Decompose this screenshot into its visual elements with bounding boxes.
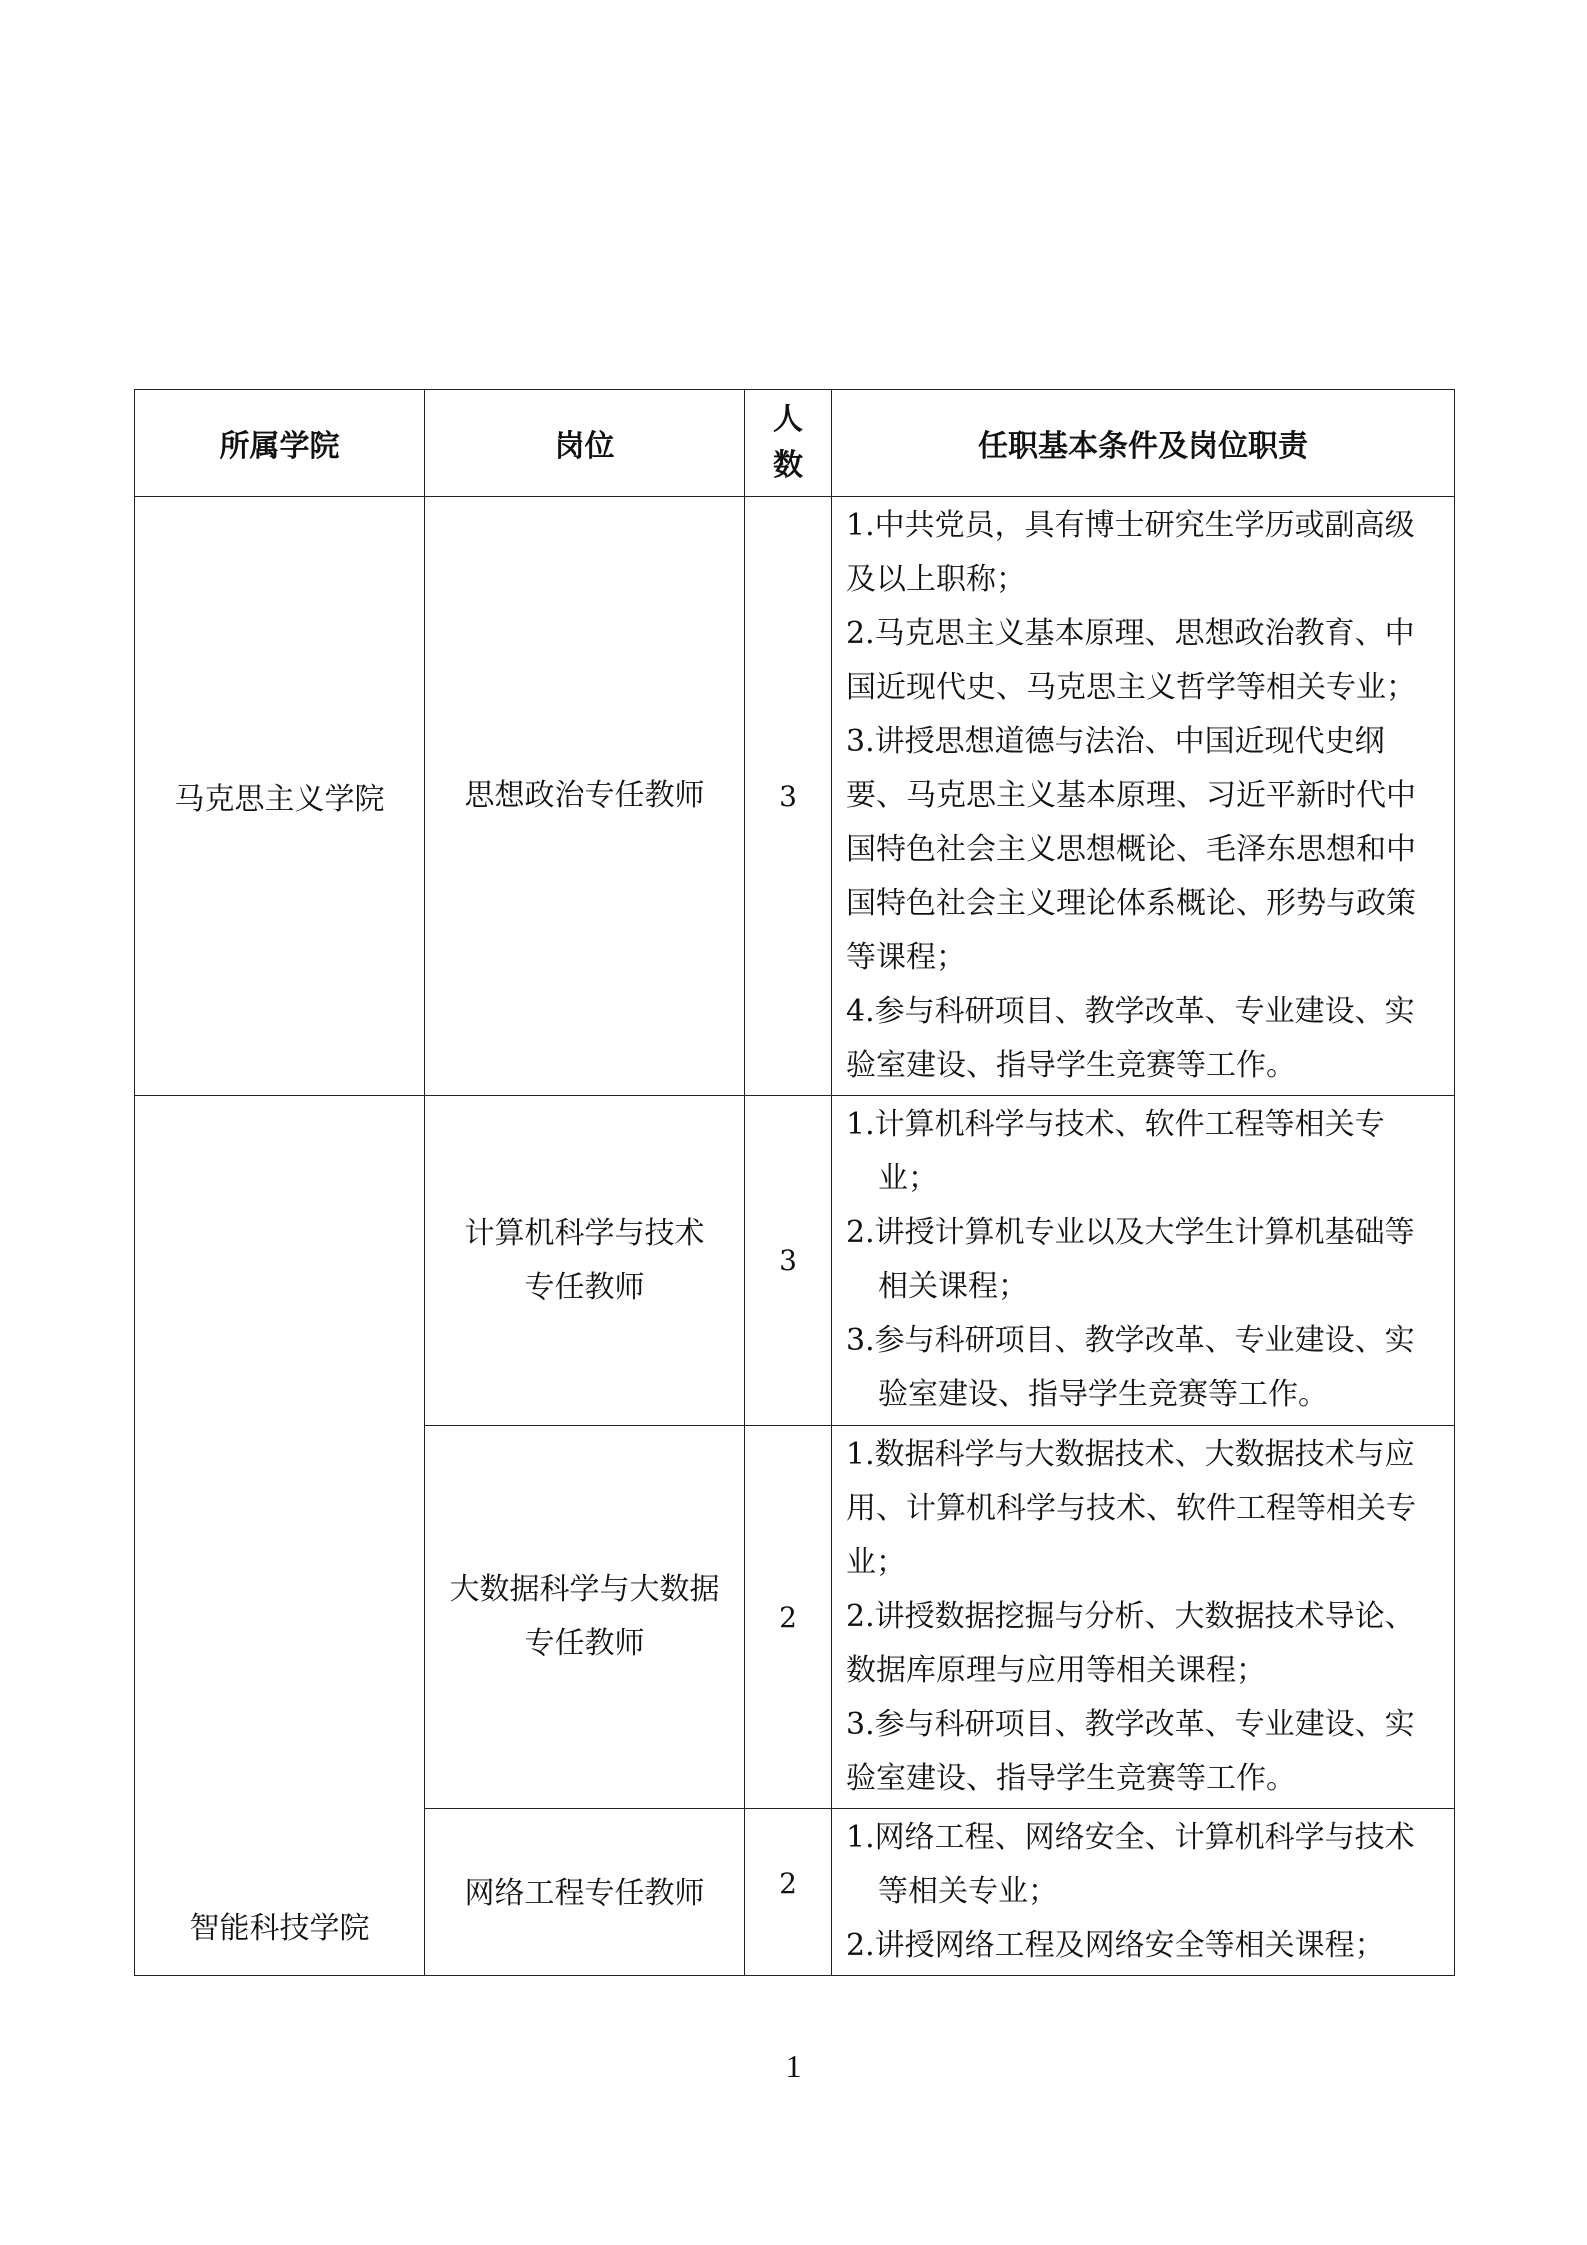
duties-cell [832,1809,1455,1976]
table-header-row [135,390,1455,497]
post-line: 专任教师 [524,1269,645,1305]
duty-item: 3.参与科研项目、教学改革、专业建设、实验室建设、指导学生竞赛等工作。 [846,1707,1415,1796]
duty-item: 1.计算机科学与技术、软件工程等相关专业； [846,1107,1385,1196]
college-cell: 智能科技学院 [135,1096,425,1976]
duty-item: 1.网络工程、网络安全、计算机科学与技术等相关专业； [846,1820,1415,1909]
duty-item: 1.数据科学与大数据技术、大数据技术与应用、计算机科学与技术、软件工程等相关专业； [846,1437,1416,1580]
header-post: 岗位 [425,390,745,497]
post-cell [425,1426,745,1809]
college-cell: 马克思主义学院 [135,497,425,1096]
duty-item: 2.讲授网络工程及网络安全等相关课程； [846,1928,1385,1963]
duty-item: 1.中共党员，具有博士研究生学历或副高级及以上职称； [846,508,1415,597]
header-count [745,390,832,497]
post-line: 计算机科学与技术 [464,1215,705,1251]
header-count-line2: 数 [773,448,803,483]
duty-item: 2.马克思主义基本原理、思想政治教育、中国近现代史、马克思主义哲学等相关专业； [846,616,1416,705]
post-cell [425,1096,745,1426]
count-cell: 3 [745,497,832,1096]
recruitment-table [134,389,1455,1976]
duty-item: 2.讲授计算机专业以及大学生计算机基础等相关课程； [846,1215,1415,1304]
count-cell: 2 [745,1809,832,1976]
page-number: 1 [785,2048,802,2084]
table-row [135,1096,1455,1426]
header-duties: 任职基本条件及岗位职责 [832,390,1455,497]
post-cell: 网络工程专任教师 [425,1809,745,1976]
table-row [135,497,1455,1096]
post-cell: 思想政治专任教师 [425,497,745,1096]
count-cell: 3 [745,1096,832,1426]
duties-cell [832,497,1455,1096]
duty-item: 2.讲授数据挖掘与分析、大数据技术导论、数据库原理与应用等相关课程； [846,1599,1415,1688]
post-line: 大数据科学与大数据 [449,1572,720,1607]
duty-item: 3.参与科研项目、教学改革、专业建设、实验室建设、指导学生竞赛等工作。 [846,1323,1415,1412]
duty-item: 3.讲授思想道德与法治、中国近现代史纲要、马克思主义基本原理、习近平新时代中国特色社会主义思想概论、毛泽东思想和中国特色社会主义理论体系概论、形势与政策等课程； [846,724,1416,975]
duties-cell [832,1096,1455,1426]
duties-cell [832,1426,1455,1809]
header-count-line1: 人 [773,402,803,437]
count-cell: 2 [745,1426,832,1809]
duty-item: 4.参与科研项目、教学改革、专业建设、实验室建设、指导学生竞赛等工作。 [846,994,1415,1083]
post-line: 专任教师 [524,1626,645,1661]
header-college: 所属学院 [135,390,425,497]
